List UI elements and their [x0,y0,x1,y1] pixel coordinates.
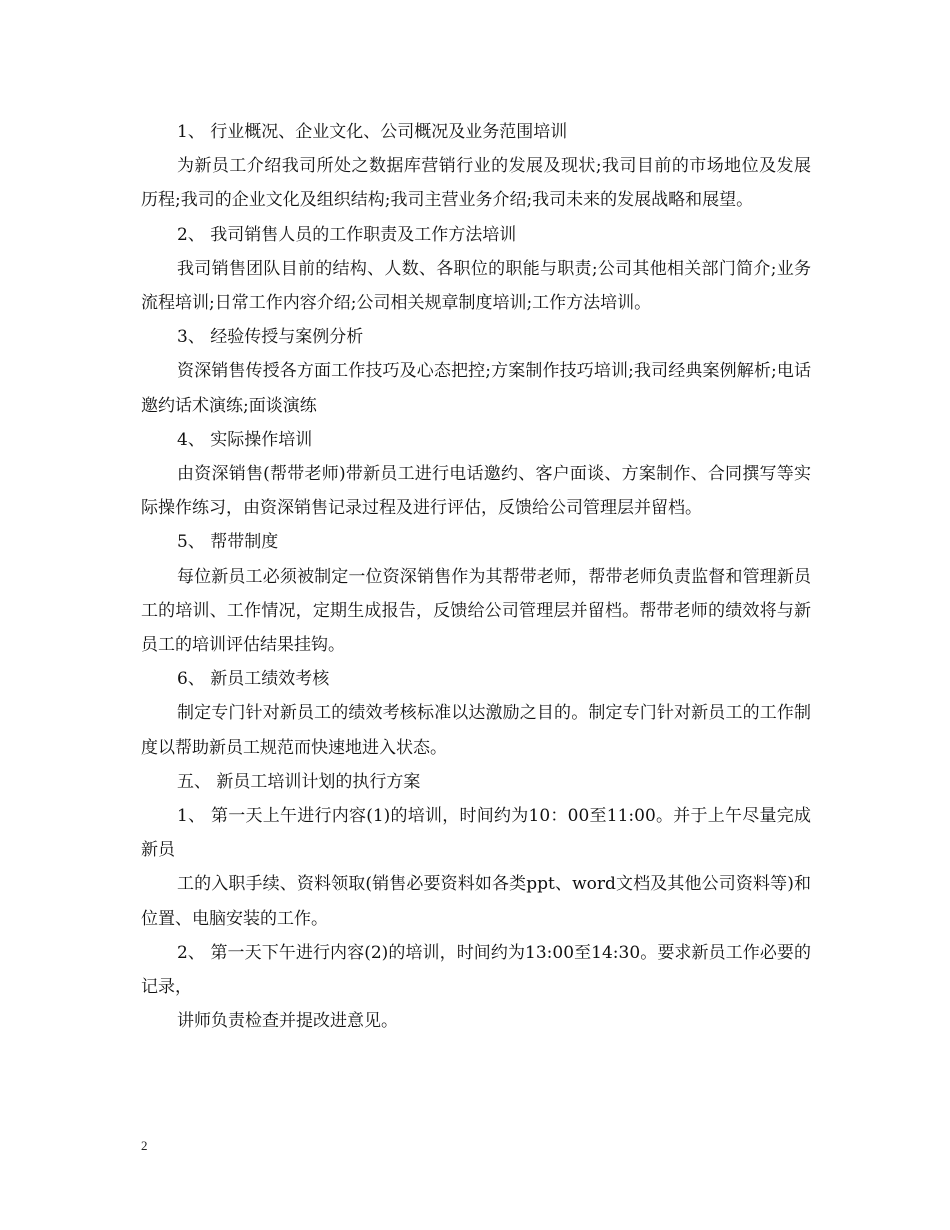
section-heading: 3、 经验传授与案例分析 [177,327,364,348]
body-paragraph: 制定专门针对新员工的绩效考核标准以达激励之目的。制定专门针对新员工的工作制度以帮助新员工规范而快速地进入状态。 [141,703,811,758]
page-number: 2 [141,1138,148,1153]
document-body [141,115,811,1038]
section-heading: 4、 实际操作培训 [177,429,313,450]
body-paragraph: 我司销售团队目前的结构、人数、各职位的职能与职责;公司其他相关部门简介;业务流程培训;日常工作内容介绍;公司相关规章制度培训;工作方法培训。 [141,258,811,314]
body-paragraph: 每位新员工必须被制定一位资深销售作为其帮带老师，帮带老师负责监督和管理新员工的培训、工作情况，定期生成报告，反馈给公司管理层并留档。帮带老师的绩效将与新员工的培训评估结果挂钩。 [141,566,811,656]
body-paragraph: 为新员工介绍我司所处之数据库营销行业的发展及现状;我司目前的市场地位及发展历程;我司的企业文化及组织结构;我司主营业务介绍;我司未来的发展战略和展望。 [141,156,811,211]
body-paragraph: 工的入职手续、资料领取(销售必要资料如各类ppt、word文档及其他公司资料等)和位置、电脑安装的工作。 [141,874,811,929]
section-heading: 五、 新员工培训计划的执行方案 [177,771,421,792]
section-heading: 2、 我司销售人员的工作职责及工作方法培训 [177,224,517,245]
section-heading: 6、 新员工绩效考核 [177,669,330,690]
body-paragraph: 1、 第一天上午进行内容(1)的培训，时间约为10：00至11:00。并于上午尽量完成新员 [141,806,811,861]
body-paragraph: 2、 第一天下午进行内容(2)的培训，时间约为13:00至14:30。要求新员工作必要的记录， [141,942,811,998]
section-heading: 5、 帮带制度 [177,532,279,553]
body-paragraph: 由资深销售(帮带老师)带新员工进行电话邀约、客户面谈、方案制作、合同撰写等实际操作练习，由资深销售记录过程及进行评估，反馈给公司管理层并留档。 [141,464,811,519]
body-paragraph: 讲师负责检查并提改进意见。 [177,1011,398,1032]
section-heading: 1、 行业概况、企业文化、公司概况及业务范围培训 [177,122,568,142]
body-paragraph: 资深销售传授各方面工作技巧及心态把控;方案制作技巧培训;我司经典案例解析;电话邀约话术演练;面谈演练 [141,361,811,416]
